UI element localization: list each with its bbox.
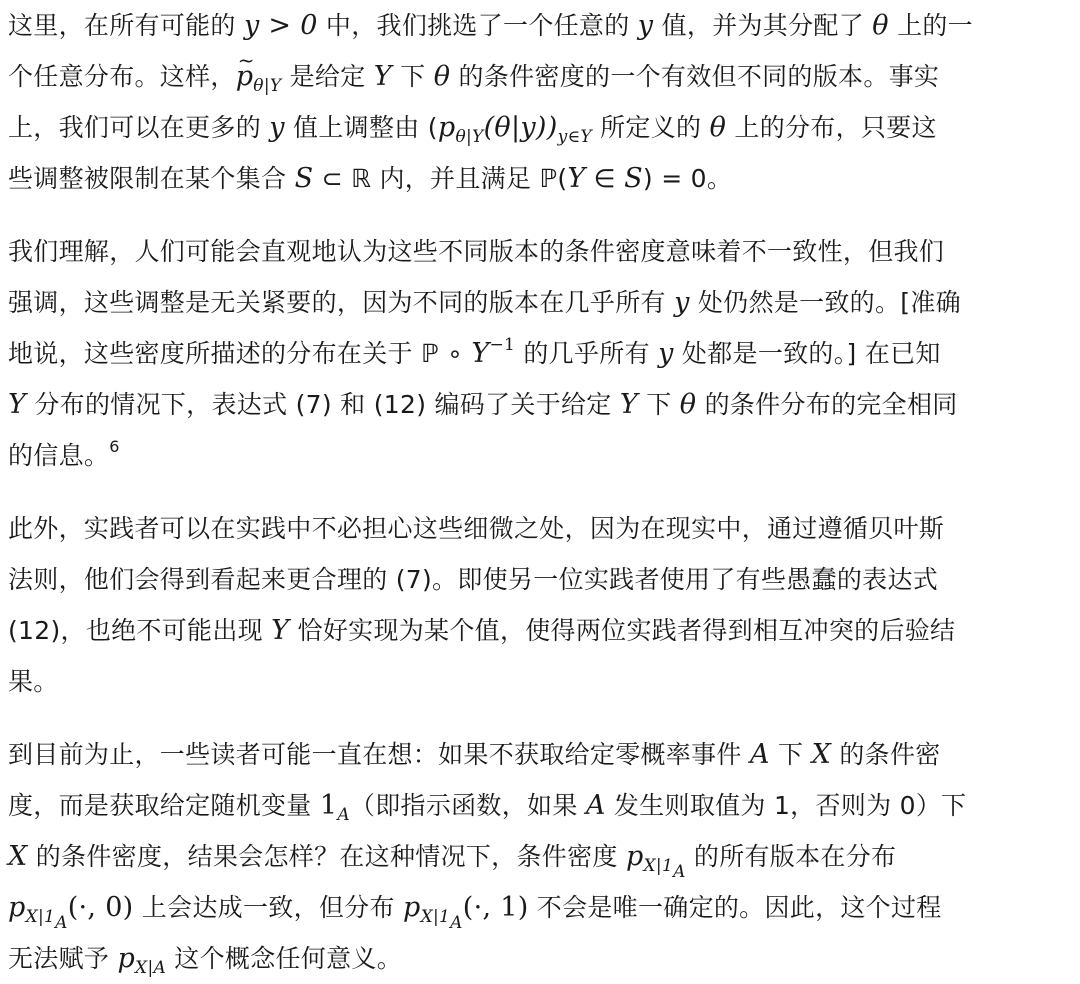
text: 上，我们可以在更多的 xyxy=(8,113,270,142)
text: 所定义的 xyxy=(591,113,710,142)
math: ~ p xyxy=(236,51,254,102)
text: 到目前为止，一些读者可能一直在想：如果不获取给定零概率事件 xyxy=(8,740,750,769)
paragraph-4 xyxy=(8,729,1072,984)
math: p xyxy=(117,943,136,974)
math: y xyxy=(674,287,690,318)
math: p xyxy=(437,112,456,143)
text-line xyxy=(8,328,1072,379)
math-subscript: A xyxy=(337,805,350,825)
text: 果。 xyxy=(8,667,59,696)
text: 这里，在所有可能的 xyxy=(8,11,244,40)
text-line xyxy=(8,0,1072,51)
math: X xyxy=(811,739,832,770)
math-subscript: X|1 xyxy=(420,907,451,927)
text-line xyxy=(8,656,1072,707)
math: θ xyxy=(872,10,889,41)
math-superscript: −1 xyxy=(489,335,516,355)
math: θ xyxy=(709,112,727,143)
math: Y xyxy=(8,389,27,420)
math: p xyxy=(403,892,421,923)
math: p xyxy=(625,841,644,872)
text: 值上调整由 ( xyxy=(284,113,438,142)
math: y > 0 xyxy=(243,10,318,41)
text: 分布的情况下，表达式 (7) 和 (12) 编码了关于给定 xyxy=(26,390,620,419)
paragraph-gap xyxy=(8,204,1072,226)
math: p xyxy=(8,892,26,923)
math: Y xyxy=(373,61,392,92)
math: (·, 1) xyxy=(462,892,529,923)
text: 的几乎所有 xyxy=(515,339,659,368)
text: 恰好实现为某个值，使得两位实践者得到相互冲突的后验结 xyxy=(289,616,956,645)
math: y xyxy=(269,112,285,143)
text: 上会达成一致，但分布 xyxy=(133,893,404,922)
text: 的信息。 xyxy=(8,441,110,470)
text-line xyxy=(8,226,1072,277)
math: θ xyxy=(433,61,451,92)
math-subscript: A xyxy=(450,913,463,933)
math: Y xyxy=(567,163,586,194)
math: y xyxy=(637,10,654,41)
math: X xyxy=(8,841,28,872)
paragraph-gap xyxy=(8,481,1072,503)
text-line xyxy=(8,277,1072,328)
text: 处都是一致的。] 在已知 xyxy=(673,339,941,368)
math: Y xyxy=(619,389,638,420)
text: 发生则取值为 1，否则为 0）下 xyxy=(605,791,967,820)
text: 度，而是获取给定随机变量 xyxy=(8,791,320,820)
text: ) = 0。 xyxy=(642,164,733,193)
math-subscript: X|A xyxy=(135,958,167,978)
text: 中，我们挑选了一个任意的 xyxy=(317,11,638,40)
math-subscript: θ|Y xyxy=(253,76,282,96)
footnote-marker: 6 xyxy=(109,437,120,456)
text-line xyxy=(8,51,1072,102)
text-line xyxy=(8,554,1072,605)
math: Y xyxy=(471,338,490,369)
text: 这个概念任何意义。 xyxy=(166,944,403,973)
text: 下 xyxy=(769,740,812,769)
text: 的条件分布的完全相同 xyxy=(696,390,958,419)
text: 下 xyxy=(391,62,434,91)
paragraph-3 xyxy=(8,503,1072,707)
text-line xyxy=(8,430,1072,481)
text-line xyxy=(8,605,1072,656)
math: S xyxy=(294,163,314,194)
text: 上的一 xyxy=(888,11,973,40)
math: A xyxy=(749,739,770,770)
text-line xyxy=(8,102,1072,153)
text: 我们理解，人们可能会直观地认为这些不同版本的条件密度意味着不一致性，但我们 xyxy=(8,237,945,266)
text: ⊂ ℝ 内，并且满足 ℙ( xyxy=(313,164,568,193)
text-line xyxy=(8,503,1072,554)
math-subscript: X|1 xyxy=(25,907,56,927)
text: 法则，他们会得到看起来更合理的 (7)。即使另一位实践者使用了有些愚蠢的表达式 xyxy=(8,565,939,594)
text-line xyxy=(8,379,1072,430)
math: θ xyxy=(679,389,697,420)
text: 是给定 xyxy=(281,62,374,91)
text-line xyxy=(8,933,1072,984)
text: 值，并为其分配了 xyxy=(653,11,873,40)
text: 的条件密度的一个有效但不同的版本。事实 xyxy=(450,62,940,91)
math: (θ|y)) xyxy=(483,112,558,143)
text: 地说，这些密度所描述的分布在关于 ℙ ∘ xyxy=(8,339,472,368)
paragraph-1 xyxy=(8,0,1072,204)
text: 处仍然是一致的。[准确 xyxy=(689,288,961,317)
text: 些调整被限制在某个集合 xyxy=(8,164,295,193)
text: 此外，实践者可以在实践中不必担心这些细微之处，因为在现实中，通过遵循贝叶斯 xyxy=(8,514,945,543)
text-line xyxy=(8,882,1072,933)
text: 不会是唯一确定的。因此，这个过程 xyxy=(528,893,942,922)
math: (·, 0) xyxy=(67,892,134,923)
math-subscript: θ|Y xyxy=(455,127,484,147)
math: 1 xyxy=(319,790,338,821)
text: ∈ xyxy=(585,164,625,193)
math: S xyxy=(624,163,643,194)
math-subscript: A xyxy=(673,862,686,882)
text: 强调，这些调整是无关紧要的，因为不同的版本在几乎所有 xyxy=(8,288,675,317)
text-line xyxy=(8,831,1072,882)
paragraph-2 xyxy=(8,226,1072,481)
text: 下 xyxy=(637,390,680,419)
math-subscript: X|1 xyxy=(643,856,674,876)
math: y xyxy=(658,338,674,369)
text: 的所有版本在分布 xyxy=(685,842,897,871)
text: (12)，也绝不可能出现 xyxy=(8,616,272,645)
math-subscript: y∈Y xyxy=(557,127,592,147)
text-line xyxy=(8,780,1072,831)
math: Y xyxy=(271,615,290,646)
paragraph-gap xyxy=(8,707,1072,729)
text-line xyxy=(8,729,1072,780)
math: A xyxy=(585,790,606,821)
text: 无法赋予 xyxy=(8,944,118,973)
text-line xyxy=(8,153,1072,204)
text: 上的分布，只要这 xyxy=(726,113,937,142)
document-body xyxy=(8,0,1072,984)
text: 的条件密 xyxy=(831,740,941,769)
text: （即指示函数，如果 xyxy=(349,791,586,820)
text: 个任意分布。这样， xyxy=(8,62,236,91)
math-subscript: A xyxy=(55,913,68,933)
text: 的条件密度，结果会怎样？在这种情况下，条件密度 xyxy=(27,842,626,871)
